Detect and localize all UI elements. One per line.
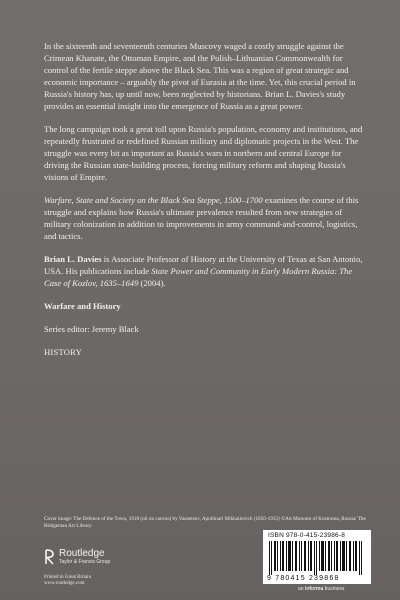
blurb-paragraph-3-text: examines the course of this struggle and explains how Russia's ultimate prevalence resulted from new strategies of military colonization in addition to improvements in army command-and-control, logistics, and tactics. (44, 195, 359, 241)
printed-location: Printed in Great Britain (44, 575, 92, 580)
cover-image-credit: Cover image: The Defence of the Town, 1918 (oil on canvas) by Vasnetsov, Apollinari Mikhailovich (1856-1933) ©Art Museum of Kostroma, Russia/ The Bridgeman Art Library (44, 516, 366, 529)
informa-prefix: an (298, 586, 305, 592)
publisher-text (59, 548, 110, 565)
printed-info (44, 575, 91, 587)
barcode-digits: 9 780415 239868 (267, 575, 340, 582)
series-editor: Series editor: Jeremy Black (44, 324, 139, 334)
author-bio (44, 253, 366, 289)
publisher-block (44, 548, 110, 565)
publisher-group: Taylor & Francis Group (59, 559, 111, 565)
author-bio-text-2: (2004). (138, 278, 166, 288)
author-previous-book: State Power and Community in Early Modern Russia: The Case of Kozlov, 1635–1649 (44, 266, 353, 288)
isbn-label: ISBN 978-0-415-23986-8 (268, 532, 346, 539)
isbn-barcode-box (263, 530, 371, 584)
book-title: Warfare, State and Society on the Black Sea Steppe, 1500–1700 (44, 195, 263, 205)
barcode-icon (269, 541, 365, 575)
subject-category: HISTORY (44, 347, 83, 357)
series-title: Warfare and History (44, 301, 121, 311)
publisher-name: Routledge (59, 548, 105, 559)
informa-suffix: business (323, 586, 345, 592)
informa-brand: informa (304, 586, 324, 592)
author-name: Brian L. Davies (44, 254, 102, 264)
blurb-paragraph-1: In the sixteenth and seventeenth centuries Muscovy waged a costly struggle against the Crimean Khanate, the Ottoman Empire, and the Polish–Lithuanian Commonwealth for control of the fertile steppe above the Black Sea. This was a region of great strategic and economic importance – arguably the pivot of Eurasia at the time. Yet, this crucial period in Russia's history has, up until now, been neglected by historians. Brian L. Davies's study provides an essential insight into the emergence of Russia as a great power. (44, 41, 356, 111)
blurb (44, 40, 366, 369)
informa-tagline (298, 586, 344, 592)
publisher-website: www.routledge.com (44, 581, 85, 586)
author-bio-text-1: is Associate Professor of History at the University of Texas at San Antonio, USA. His publications include (44, 254, 363, 276)
routledge-logo-icon (44, 549, 55, 565)
blurb-paragraph-3 (44, 194, 366, 242)
blurb-paragraph-2: The long campaign took a great toll upon Russia's population, economy and institutions, and repeatedly frustrated or redefined Russian military and diplomatic projects in the West. The struggle was every bit as important as Russia's wars in northern and central Europe for driving the Russian state-building process, forcing military reform and shaping Russia's visions of Empire. (44, 124, 363, 182)
